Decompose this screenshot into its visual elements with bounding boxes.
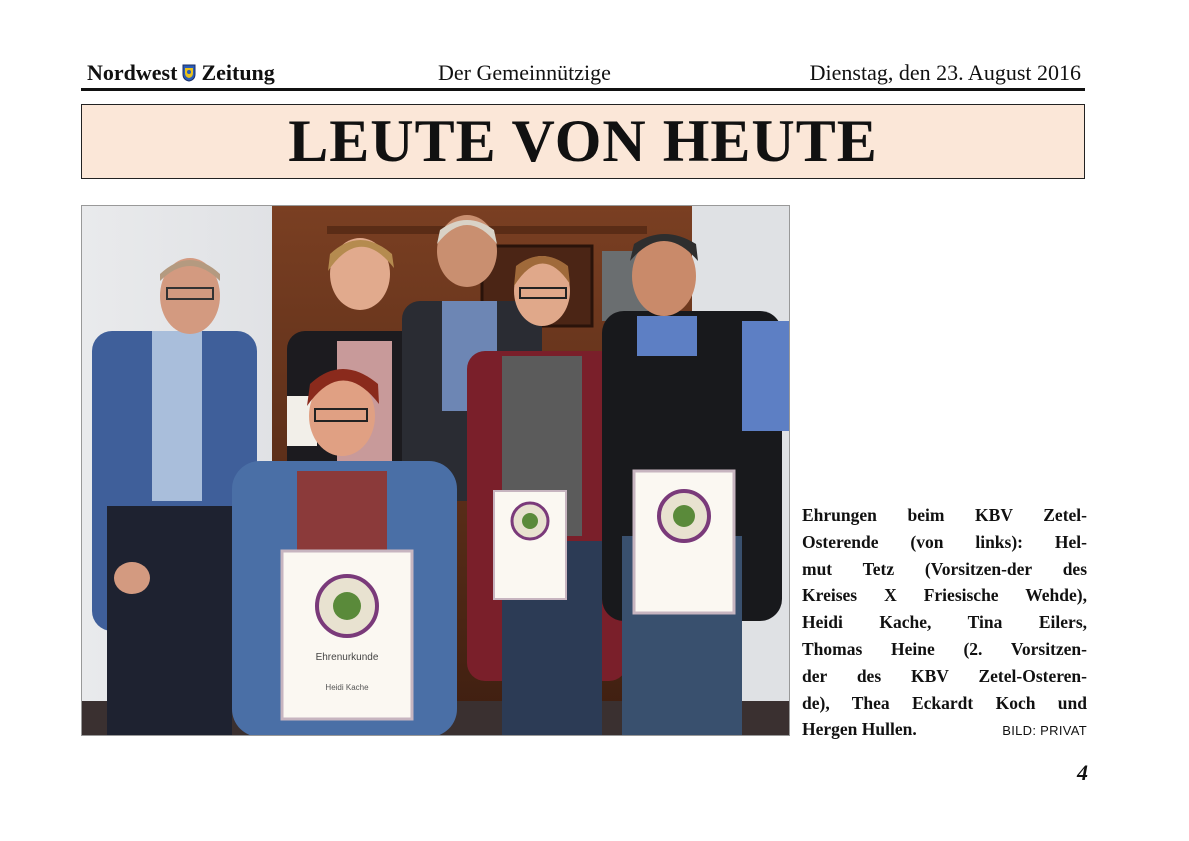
page-number: 4 [1077,760,1088,785]
caption-line: Kreises X Friesische Wehde), [802,585,1087,606]
caption-last-line [802,716,1087,745]
issue-date: Dienstag, den 23. August 2016 [809,60,1081,85]
certificate-name: Heidi Kache [325,683,369,692]
certificate-title: Ehrenurkunde [315,652,379,663]
headline: LEUTE VON HEUTE [288,108,878,174]
masthead-rule [81,88,1085,91]
caption-line: Ehrungen beim KBV Zetel- [802,505,1087,525]
newspaper-name-part1: Nordwest [87,60,178,85]
caption-line: Hergen Hullen. [802,719,917,740]
group-photo-illustration [82,206,790,736]
certificate-front [282,551,412,719]
caption-line: mut Tetz (Vorsitzen-der des [802,558,1087,579]
caption-line: der des KBV Zetel-Osteren- [802,665,1087,686]
caption-line: Thomas Heine (2. Vorsitzen- [802,638,1087,659]
certificate-middle [494,491,566,599]
certificate-right [634,471,734,613]
masthead [81,58,1085,88]
newspaper-name-part2: Zeitung [201,60,275,85]
group-photo [81,205,790,736]
newspaper-name [87,60,275,86]
section-title: Der Gemeinnützige [438,60,611,85]
headline-box [81,104,1085,179]
caption-line: Osterende (von links): Hel- [802,531,1087,552]
photo-credit: BILD: PRIVAT [1002,723,1087,739]
photo-caption [802,502,1087,745]
caption-line: de), Thea Eckardt Koch und [802,692,1087,713]
coat-of-arms-icon [182,64,196,82]
caption-line: Heidi Kache, Tina Eilers, [802,612,1087,633]
